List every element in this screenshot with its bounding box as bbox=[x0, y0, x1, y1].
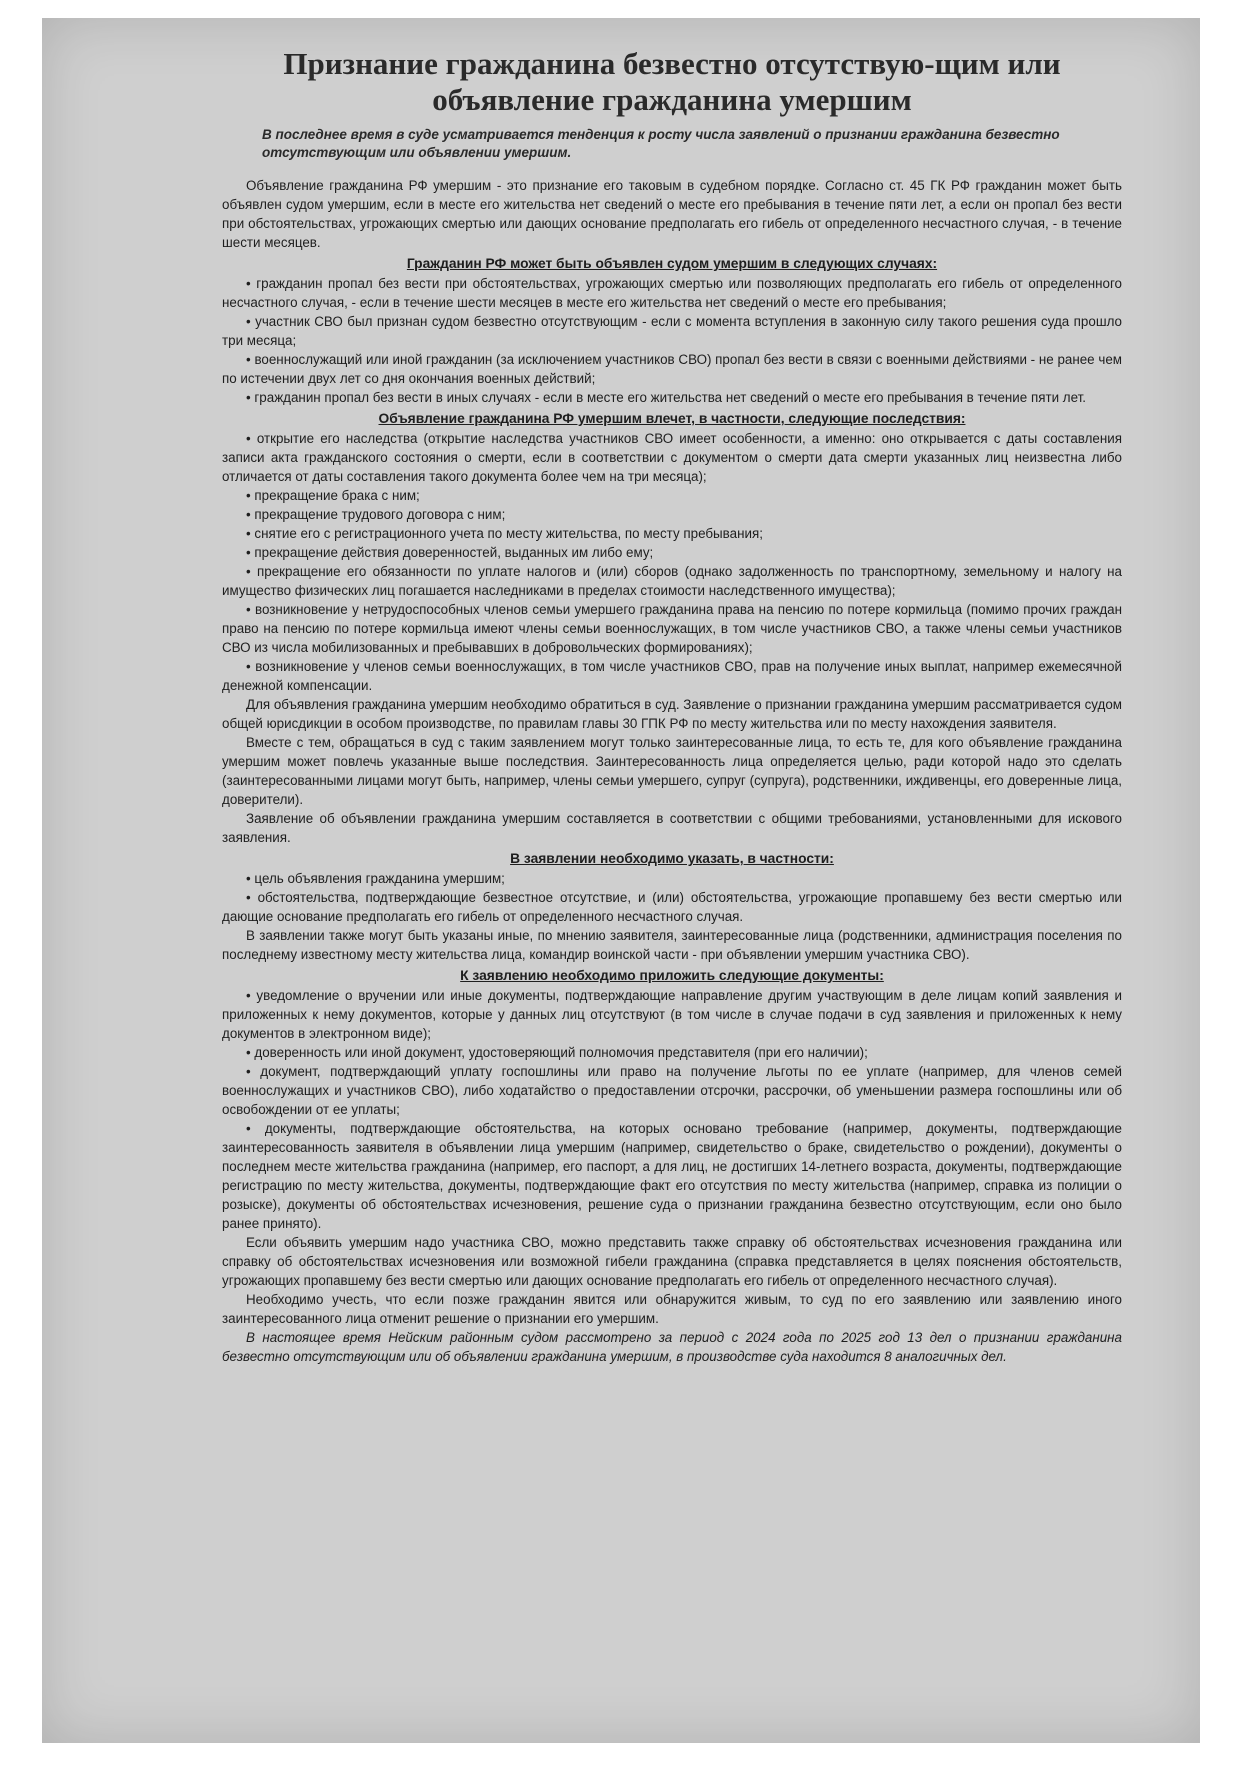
article-title: Признание гражданина безвестно отсутствую-щим или объявление гражданина умершим bbox=[283, 46, 1061, 117]
section-heading: К заявлению необходимо приложить следующие документы: bbox=[460, 968, 884, 983]
body-paragraph: Для объявления гражданина умершим необходимо обратиться в суд. Заявление о признании гражданина умершим рассматривается судом общей юрисдикции в особом производстве, по правилам главы 30 ГПК РФ по месту жительства или по месту нахождения заявителя. bbox=[222, 697, 1122, 731]
section-heading: Объявление гражданина РФ умершим влечет, в частности, следующие последствия: bbox=[378, 411, 966, 426]
list-item: • прекращение трудового договора с ним; bbox=[222, 505, 1122, 524]
intro-paragraph: Объявление гражданина РФ умершим - это признание его таковым в судебном порядке. Согласно ст. 45 ГК РФ гражданин может быть объявлен судом умершим, если в месте его жительства нет сведений о месте его пребывания в течение пяти лет, а если он пропал без вести при обстоятельствах, угрожающих смертью или дающих основание предполагать его гибель от определенного несчастного случая, - в течение шести месяцев. bbox=[222, 178, 1122, 250]
list-item: • участник СВО был признан судом безвестно отсутствующим - если с момента вступления в законную силу такого решения суда прошло три месяца; bbox=[222, 312, 1122, 350]
list-item: • уведомление о вручении или иные документы, подтверждающие направление другим участвующим в деле лицам копий заявления и приложенных к нему документов, которые у данных лиц отсутствуют (в том числе в случае подачи в суд заявления и приложенных к нему документов в электронном виде); bbox=[222, 986, 1122, 1043]
list-item: • обстоятельства, подтверждающие безвестное отсутствие, и (или) обстоятельства, угрожающие пропавшему без вести смертью или дающие основание предполагать его гибель от определенного несчастного случая. bbox=[222, 888, 1122, 926]
list-item: • прекращение действия доверенностей, выданных им либо ему; bbox=[222, 543, 1122, 562]
list-item: • открытие его наследства (открытие наследства участников СВО имеет особенности, а именно: оно открывается с даты составления записи акта гражданского состояния о смерти, если в соответствии с документом о смерти дата смерти указанных лиц неизвестна либо отличается от даты составления такого документа более чем на три месяца); bbox=[222, 429, 1122, 486]
section-heading: В заявлении необходимо указать, в частности: bbox=[510, 851, 834, 866]
body-paragraph: Вместе с тем, обращаться в суд с таким заявлением могут только заинтересованные лица, то есть те, для кого объявление гражданина умершим может повлечь указанные выше последствия. Заинтересованность лица определяется целью, ради которой надо это сделать (заинтересованными лицами могут быть, например, члены семьи умершего, супруг (супруга), родственники, иждивенцы, его доверенные лица, доверители). bbox=[222, 735, 1122, 807]
body-paragraph: В заявлении также могут быть указаны иные, по мнению заявителя, заинтересованные лица (родственники, администрация поселения по последнему известному месту жительства лица, командир воинской части - при объявлении умершим участника СВО). bbox=[222, 928, 1122, 962]
list-item: • возникновение у нетрудоспособных членов семьи умершего гражданина права на пенсию по потере кормильца (помимо прочих граждан право на пенсию по потере кормильца имеют члены семьи военнослужащих, в том числе участников СВО, а также члены семьи участников СВО из числа мобилизованных и пребывавших в добровольческих формированиях); bbox=[222, 600, 1122, 657]
closing-paragraph: В настоящее время Нейским районным судом рассмотрено за период с 2024 года по 2025 год 13 дел о признании гражданина безвестно отсутствующим или об объявлении гражданина умершим, в производстве суда находится 8 аналогичных дел. bbox=[222, 1330, 1122, 1364]
list-item: • цель объявления гражданина умершим; bbox=[222, 869, 1122, 888]
list-item: • прекращение его обязанности по уплате налогов и (или) сборов (однако задолженность по транспортному, земельному и налогу на имущество физических лиц погашается наследниками в пределах стоимости наследственного имущества); bbox=[222, 562, 1122, 600]
section-heading: Гражданин РФ может быть объявлен судом умершим в следующих случаях: bbox=[406, 256, 938, 271]
list-item: • возникновение у членов семьи военнослужащих, в том числе участников СВО, прав на получение иных выплат, например ежемесячной денежной компенсации. bbox=[222, 657, 1122, 695]
body-paragraph: Заявление об объявлении гражданина умершим составляется в соответствии с общими требованиями, установленными для искового заявления. bbox=[222, 811, 1122, 845]
body-paragraph: Необходимо учесть, что если позже гражданин явится или обнаружится живым, то суд по его заявлению или заявлению иного заинтересованного лица отменит решение о признании его умершим. bbox=[222, 1292, 1122, 1326]
article bbox=[222, 38, 1122, 1753]
list-item: • документ, подтверждающий уплату госпошлины или право на получение льготы по ее уплате (например, для членов семей военнослужащих и участников СВО), либо ходатайство о предоставлении отсрочки, рассрочки, об уменьшении размера госпошлины или об освобождении от ее уплаты; bbox=[222, 1062, 1122, 1119]
list-item: • доверенность или иной документ, удостоверяющий полномочия представителя (при его наличии); bbox=[222, 1043, 1122, 1062]
list-item: • гражданин пропал без вести в иных случаях - если в месте его жительства нет сведений о месте его пребывания в течение пяти лет. bbox=[222, 388, 1122, 407]
body-paragraph: Если объявить умершим надо участника СВО, можно представить также справку об обстоятельствах исчезновения гражданина или справку об обстоятельствах исчезновения или возможной гибели гражданина (справка представляется в целях пояснения обстоятельств, угрожающих пропавшему без вести смертью или дающих основание предполагать его гибель от определенного несчастного случая). bbox=[222, 1235, 1122, 1288]
list-item: • документы, подтверждающие обстоятельства, на которых основано требование (например, документы, подтверждающие заинтересованность заявителя в объявлении лица умершим (например, свидетельство о браке, свидетельство о рождении), документы о последнем месте жительства гражданина (например, его паспорт, а для лиц, не достигших 14-летнего возраста, документы, подтверждающие регистрацию по месту жительства, документы, подтверждающие факт его отсутствия по месту жительства (например, справка из полиции о розыске), документы об обстоятельствах исчезновения, решение суда о признании гражданина безвестно отсутствующим, если оно было ранее принято). bbox=[222, 1119, 1122, 1233]
list-item: • прекращение брака с ним; bbox=[222, 486, 1122, 505]
list-item: • военнослужащий или иной гражданин (за исключением участников СВО) пропал без вести в связи с военными действиями - не ранее чем по истечении двух лет со дня окончания военных действий; bbox=[222, 350, 1122, 388]
article-lead: В последнее время в суде усматривается тенденция к росту числа заявлений о признании гражданина безвестно отсутствующим или объявлении умершим. bbox=[262, 127, 1060, 160]
scanned-page bbox=[42, 18, 1200, 1743]
list-item: • снятие его с регистрационного учета по месту жительства, по месту пребывания; bbox=[222, 524, 1122, 543]
list-item: • гражданин пропал без вести при обстоятельствах, угрожающих смертью или позволяющих предполагать его гибель от определенного несчастного случая, - если в течение шести месяцев в месте его жительства нет сведений о месте его пребывания; bbox=[222, 274, 1122, 312]
